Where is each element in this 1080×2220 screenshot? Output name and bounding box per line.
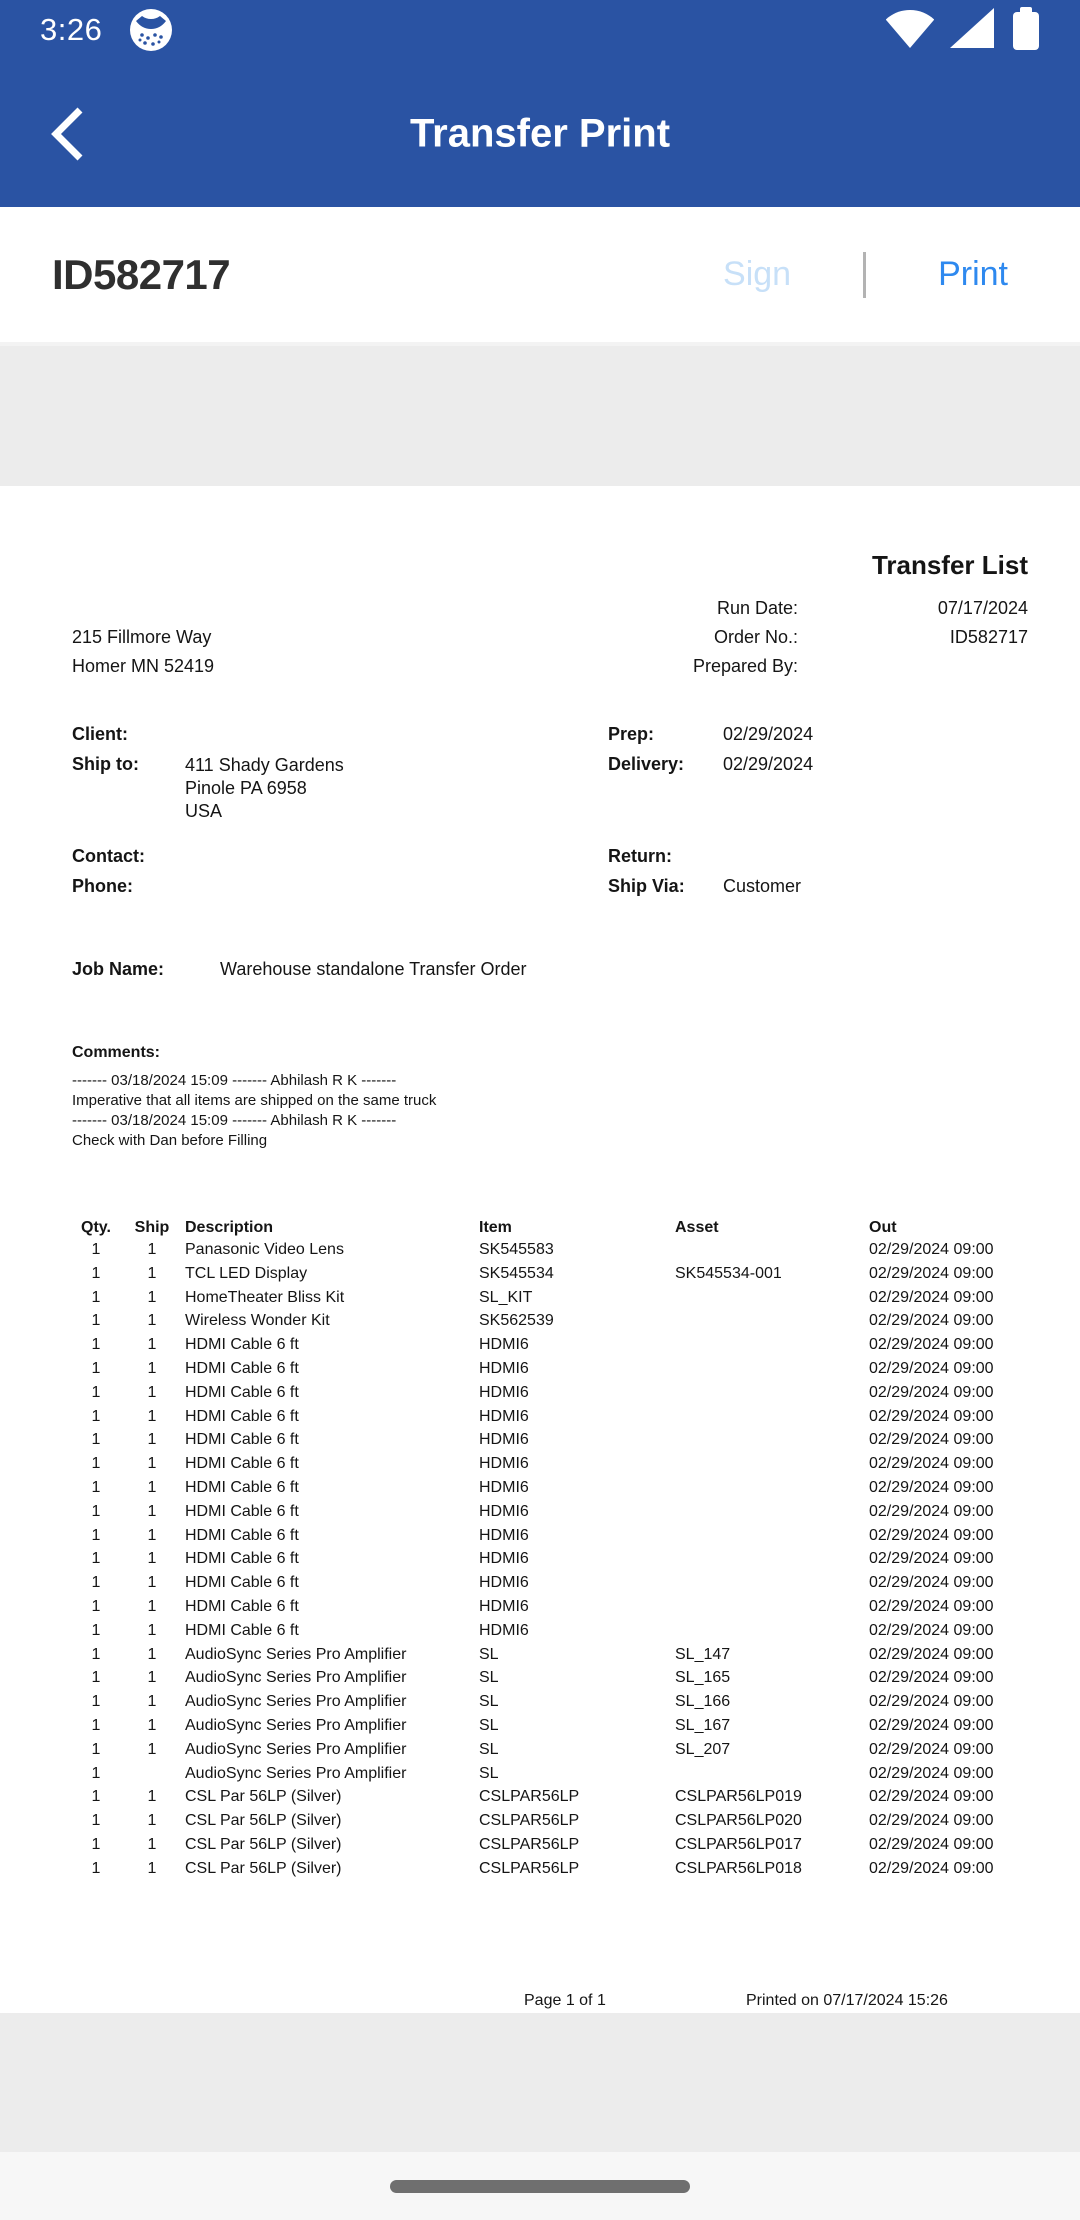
- cell-item: HDMI6: [479, 1359, 529, 1377]
- col-header-asset: Asset: [675, 1219, 719, 1236]
- cell-item: HDMI6: [479, 1597, 529, 1615]
- table-row: [0, 1595, 1080, 1619]
- cell-asset: SK545534-001: [675, 1264, 782, 1282]
- preview-background-top: [0, 342, 1080, 486]
- home-indicator[interactable]: [390, 2180, 690, 2193]
- cell-asset: [675, 1381, 869, 1405]
- table-row: [0, 1619, 1080, 1643]
- cell-out: 02/29/2024 09:00: [869, 1383, 994, 1401]
- cell-asset: [675, 1452, 869, 1476]
- table-row: [0, 1238, 1080, 1262]
- cell-asset: [675, 1547, 869, 1571]
- app-bar: [0, 60, 1080, 207]
- cell-description: CSL Par 56LP (Silver): [185, 1859, 342, 1877]
- cell-out: 02/29/2024 09:00: [869, 1407, 994, 1425]
- table-row: [0, 1286, 1080, 1310]
- col-header-description: Description: [185, 1219, 274, 1236]
- cell-description: CSL Par 56LP (Silver): [185, 1835, 342, 1853]
- company-address: [72, 623, 214, 681]
- document-meta: [693, 594, 1028, 681]
- cell-asset: [675, 1405, 869, 1429]
- cell-out: 02/29/2024 09:00: [869, 1359, 994, 1377]
- client-label: Client:: [72, 724, 128, 744]
- cell-asset: SL_165: [675, 1669, 731, 1687]
- meta-row: [693, 652, 1028, 681]
- cell-item: CSLPAR56LP: [479, 1859, 580, 1877]
- cell-description: Panasonic Video Lens: [185, 1241, 344, 1258]
- document-title: Transfer List: [871, 550, 1028, 580]
- table-row: [0, 1500, 1080, 1524]
- ship-to-line: 411 Shady Gardens: [185, 755, 344, 775]
- notification-app-icon: [128, 7, 174, 53]
- cell-qty: 1: [91, 1669, 101, 1687]
- cell-asset: [675, 1333, 869, 1357]
- table-row: [0, 1452, 1080, 1476]
- cell-description: CSL Par 56LP (Silver): [185, 1812, 342, 1830]
- ship-via-label: Ship Via:: [608, 876, 685, 896]
- cell-ship: 1: [147, 1312, 157, 1330]
- table-row: [0, 1476, 1080, 1500]
- cell-description: HDMI Cable 6 ft: [185, 1478, 299, 1496]
- cell-description: AudioSync Series Pro Amplifier: [185, 1669, 407, 1687]
- cell-ship: [124, 1762, 180, 1786]
- cell-qty: 1: [91, 1359, 101, 1377]
- cell-ship: 1: [147, 1597, 157, 1615]
- page-number: Page 1 of 1: [524, 1992, 606, 2009]
- comment-line: ------- 03/18/2024 15:09 ------- Abhilash R K -------: [72, 1112, 397, 1129]
- comments-text: [72, 1071, 436, 1151]
- cell-qty: 1: [91, 1264, 101, 1282]
- cell-item: CSLPAR56LP: [479, 1788, 580, 1806]
- cell-description: AudioSync Series Pro Amplifier: [185, 1716, 407, 1734]
- cell-out: 02/29/2024 09:00: [869, 1502, 994, 1520]
- cell-ship: 1: [147, 1788, 157, 1806]
- cellular-signal-icon: [950, 8, 996, 53]
- cell-out: 02/29/2024 09:00: [869, 1645, 994, 1663]
- cell-description: HDMI Cable 6 ft: [185, 1383, 299, 1401]
- cell-ship: 1: [147, 1241, 157, 1258]
- cell-description: HDMI Cable 6 ft: [185, 1336, 299, 1354]
- job-name-value: Warehouse standalone Transfer Order: [220, 959, 527, 979]
- status-icons: [886, 5, 1040, 56]
- table-row: [0, 1428, 1080, 1452]
- table-row: [0, 1738, 1080, 1762]
- document-page[interactable]: [0, 486, 1080, 2013]
- col-header-item: Item: [479, 1219, 512, 1236]
- cell-qty: 1: [91, 1645, 101, 1663]
- cell-out: 02/29/2024 09:00: [869, 1241, 994, 1258]
- cell-asset: [675, 1524, 869, 1548]
- cell-item: SK545534: [479, 1264, 554, 1282]
- cell-out: 02/29/2024 09:00: [869, 1597, 994, 1615]
- ship-via-value: Customer: [723, 876, 802, 896]
- table-row: [0, 1571, 1080, 1595]
- cell-qty: 1: [91, 1550, 101, 1568]
- status-time: 3:26: [40, 12, 103, 47]
- cell-ship: 1: [147, 1835, 157, 1853]
- cell-asset: CSLPAR56LP019: [675, 1788, 802, 1806]
- items-table-header: [0, 1216, 1080, 1240]
- cell-out: 02/29/2024 09:00: [869, 1550, 994, 1568]
- cell-asset: [675, 1309, 869, 1333]
- items-table-rows: [0, 1238, 1080, 1881]
- col-header-out: Out: [869, 1219, 897, 1236]
- cell-out: 02/29/2024 09:00: [869, 1574, 994, 1592]
- return-label: Return:: [608, 846, 672, 866]
- gesture-nav-bar: [0, 2152, 1080, 2220]
- table-row: [0, 1833, 1080, 1857]
- cell-ship: 1: [147, 1336, 157, 1354]
- cell-qty: 1: [91, 1621, 101, 1639]
- table-row: [0, 1643, 1080, 1667]
- cell-ship: 1: [147, 1645, 157, 1663]
- prep-label: Prep:: [608, 724, 655, 744]
- cell-asset: [675, 1619, 869, 1643]
- cell-ship: 1: [147, 1859, 157, 1877]
- cell-item: SL_KIT: [479, 1288, 533, 1306]
- cell-ship: 1: [147, 1740, 157, 1758]
- cell-out: 02/29/2024 09:00: [869, 1621, 994, 1639]
- cell-qty: 1: [91, 1740, 101, 1758]
- cell-description: HomeTheater Bliss Kit: [185, 1288, 345, 1306]
- ship-to-label: Ship to:: [72, 754, 139, 774]
- cell-description: HDMI Cable 6 ft: [185, 1431, 299, 1449]
- table-row: [0, 1547, 1080, 1571]
- cell-ship: 1: [147, 1693, 157, 1711]
- delivery-value: 02/29/2024: [723, 754, 814, 774]
- cell-ship: 1: [147, 1288, 157, 1306]
- cell-out: 02/29/2024 09:00: [869, 1764, 994, 1782]
- cell-item: HDMI6: [479, 1478, 529, 1496]
- table-row: [0, 1333, 1080, 1357]
- cell-item: SL: [479, 1669, 499, 1687]
- cell-qty: 1: [91, 1859, 101, 1877]
- cell-qty: 1: [91, 1764, 101, 1782]
- cell-item: HDMI6: [479, 1526, 529, 1544]
- ship-to-line: Pinole PA 6958: [185, 778, 307, 798]
- cell-ship: 1: [147, 1669, 157, 1687]
- cell-item: HDMI6: [479, 1383, 529, 1401]
- table-row: [0, 1690, 1080, 1714]
- cell-out: 02/29/2024 09:00: [869, 1431, 994, 1449]
- ship-to-address: [185, 754, 344, 823]
- table-row: [0, 1714, 1080, 1738]
- comment-line: Imperative that all items are shipped on the same truck: [72, 1092, 437, 1109]
- items-table: [0, 1216, 1080, 1877]
- contact-label: Contact:: [72, 846, 145, 866]
- cell-ship: 1: [147, 1716, 157, 1734]
- cell-asset: SL_166: [675, 1693, 731, 1711]
- address-line: 215 Fillmore Way: [72, 627, 212, 647]
- cell-ship: 1: [147, 1478, 157, 1496]
- meta-value: ID582717: [949, 627, 1028, 647]
- cell-qty: 1: [91, 1336, 101, 1354]
- cell-ship: 1: [147, 1455, 157, 1473]
- cell-item: SL: [479, 1716, 499, 1734]
- cell-qty: 1: [91, 1455, 101, 1473]
- cell-out: 02/29/2024 09:00: [869, 1312, 994, 1330]
- battery-icon: [1012, 5, 1040, 56]
- cell-ship: 1: [147, 1550, 157, 1568]
- cell-asset: CSLPAR56LP020: [675, 1812, 802, 1830]
- cell-description: AudioSync Series Pro Amplifier: [185, 1645, 407, 1663]
- cell-item: SL: [479, 1645, 499, 1663]
- col-header-qty: Qty.: [81, 1219, 111, 1236]
- cell-ship: 1: [147, 1431, 157, 1449]
- cell-item: SK545583: [479, 1241, 554, 1258]
- table-row: [0, 1762, 1080, 1786]
- table-row: [0, 1357, 1080, 1381]
- cell-qty: 1: [91, 1812, 101, 1830]
- cell-qty: 1: [91, 1312, 101, 1330]
- cell-description: HDMI Cable 6 ft: [185, 1502, 299, 1520]
- status-bar: [0, 0, 1080, 60]
- cell-out: 02/29/2024 09:00: [869, 1859, 994, 1877]
- cell-qty: 1: [91, 1431, 101, 1449]
- table-row: [0, 1405, 1080, 1429]
- ship-to-line: USA: [185, 801, 223, 821]
- cell-ship: 1: [147, 1407, 157, 1425]
- cell-asset: CSLPAR56LP018: [675, 1859, 802, 1877]
- cell-asset: [675, 1428, 869, 1452]
- cell-out: 02/29/2024 09:00: [869, 1478, 994, 1496]
- cell-asset: [675, 1762, 869, 1786]
- cell-qty: 1: [91, 1693, 101, 1711]
- print-button[interactable]: Print: [938, 255, 1008, 293]
- preview-background-bottom: [0, 2013, 1080, 2152]
- cell-out: 02/29/2024 09:00: [869, 1812, 994, 1830]
- cell-asset: [675, 1238, 869, 1262]
- cell-item: HDMI6: [479, 1407, 529, 1425]
- cell-description: HDMI Cable 6 ft: [185, 1574, 299, 1592]
- table-row: [0, 1809, 1080, 1833]
- cell-ship: 1: [147, 1574, 157, 1592]
- cell-out: 02/29/2024 09:00: [869, 1788, 994, 1806]
- table-row: [0, 1666, 1080, 1690]
- cell-ship: 1: [147, 1383, 157, 1401]
- cell-out: 02/29/2024 09:00: [869, 1264, 994, 1282]
- cell-asset: [675, 1595, 869, 1619]
- cell-description: CSL Par 56LP (Silver): [185, 1788, 342, 1806]
- comment-line: ------- 03/18/2024 15:09 ------- Abhilash R K -------: [72, 1072, 397, 1089]
- cell-ship: 1: [147, 1502, 157, 1520]
- cell-description: TCL LED Display: [185, 1264, 308, 1282]
- cell-out: 02/29/2024 09:00: [869, 1716, 994, 1734]
- table-row: [0, 1381, 1080, 1405]
- cell-item: HDMI6: [479, 1550, 529, 1568]
- cell-asset: [675, 1286, 869, 1310]
- cell-description: HDMI Cable 6 ft: [185, 1550, 299, 1568]
- meta-value: 07/17/2024: [937, 598, 1028, 618]
- cell-out: 02/29/2024 09:00: [869, 1835, 994, 1853]
- cell-out: 02/29/2024 09:00: [869, 1288, 994, 1306]
- cell-item: HDMI6: [479, 1621, 529, 1639]
- action-divider: [863, 252, 866, 298]
- cell-item: CSLPAR56LP: [479, 1812, 580, 1830]
- cell-asset: [675, 1500, 869, 1524]
- meta-label: Order No.:: [713, 627, 798, 647]
- cell-asset: CSLPAR56LP017: [675, 1835, 802, 1853]
- cell-out: 02/29/2024 09:00: [869, 1526, 994, 1544]
- col-header-ship: Ship: [134, 1219, 170, 1236]
- cell-qty: 1: [91, 1574, 101, 1592]
- order-id: ID582717: [52, 250, 231, 298]
- action-bar: [0, 207, 1080, 342]
- address-line: Homer MN 52419: [72, 656, 215, 676]
- cell-item: HDMI6: [479, 1336, 529, 1354]
- comments-label: Comments:: [72, 1044, 161, 1061]
- meta-row: [693, 594, 1028, 623]
- cell-asset: [675, 1476, 869, 1500]
- cell-out: 02/29/2024 09:00: [869, 1336, 994, 1354]
- cell-ship: 1: [147, 1812, 157, 1830]
- cell-item: SL: [479, 1764, 499, 1782]
- phone-label: Phone:: [72, 876, 133, 896]
- cell-asset: [675, 1571, 869, 1595]
- table-row: [0, 1785, 1080, 1809]
- cell-ship: 1: [147, 1526, 157, 1544]
- cell-item: HDMI6: [479, 1574, 529, 1592]
- table-row: [0, 1262, 1080, 1286]
- cell-out: 02/29/2024 09:00: [869, 1740, 994, 1758]
- cell-asset: SL_207: [675, 1740, 731, 1758]
- printed-timestamp: Printed on 07/17/2024 15:26: [746, 1992, 948, 2009]
- cell-description: HDMI Cable 6 ft: [185, 1526, 299, 1544]
- cell-description: AudioSync Series Pro Amplifier: [185, 1764, 407, 1782]
- cell-asset: SL_167: [675, 1716, 731, 1734]
- meta-label: Prepared By:: [692, 656, 798, 676]
- table-row: [0, 1309, 1080, 1333]
- cell-qty: 1: [91, 1478, 101, 1496]
- cell-description: Wireless Wonder Kit: [185, 1312, 330, 1330]
- cell-description: AudioSync Series Pro Amplifier: [185, 1740, 407, 1758]
- cell-qty: 1: [91, 1788, 101, 1806]
- cell-qty: 1: [91, 1716, 101, 1734]
- table-row: [0, 1524, 1080, 1548]
- wifi-icon: [886, 8, 934, 53]
- cell-item: HDMI6: [479, 1431, 529, 1449]
- cell-description: HDMI Cable 6 ft: [185, 1597, 299, 1615]
- cell-item: SK562539: [479, 1312, 554, 1330]
- cell-ship: 1: [147, 1621, 157, 1639]
- cell-out: 02/29/2024 09:00: [869, 1669, 994, 1687]
- cell-description: HDMI Cable 6 ft: [185, 1407, 299, 1425]
- cell-qty: 1: [91, 1526, 101, 1544]
- cell-qty: 1: [91, 1835, 101, 1853]
- cell-asset: [675, 1357, 869, 1381]
- cell-qty: 1: [91, 1241, 101, 1258]
- cell-item: SL: [479, 1740, 499, 1758]
- cell-out: 02/29/2024 09:00: [869, 1693, 994, 1711]
- page-title: Transfer Print: [409, 111, 671, 155]
- cell-description: HDMI Cable 6 ft: [185, 1455, 299, 1473]
- cell-qty: 1: [91, 1597, 101, 1615]
- prep-value: 02/29/2024: [723, 724, 814, 744]
- cell-item: SL: [479, 1693, 499, 1711]
- sign-button[interactable]: Sign: [723, 255, 792, 293]
- job-name-label: Job Name:: [72, 959, 165, 979]
- cell-description: AudioSync Series Pro Amplifier: [185, 1693, 407, 1711]
- comment-line: Check with Dan before Filling: [72, 1132, 268, 1149]
- cell-ship: 1: [147, 1264, 157, 1282]
- delivery-label: Delivery:: [608, 754, 685, 774]
- cell-description: HDMI Cable 6 ft: [185, 1359, 299, 1377]
- cell-asset: SL_147: [675, 1645, 731, 1663]
- table-row: [0, 1857, 1080, 1881]
- cell-item: CSLPAR56LP: [479, 1835, 580, 1853]
- cell-ship: 1: [147, 1359, 157, 1377]
- meta-row: [693, 623, 1028, 652]
- cell-qty: 1: [91, 1383, 101, 1401]
- cell-qty: 1: [91, 1502, 101, 1520]
- cell-description: HDMI Cable 6 ft: [185, 1621, 299, 1639]
- meta-label: Run Date:: [716, 598, 798, 618]
- cell-qty: 1: [91, 1407, 101, 1425]
- cell-qty: 1: [91, 1288, 101, 1306]
- cell-out: 02/29/2024 09:00: [869, 1455, 994, 1473]
- cell-item: HDMI6: [479, 1455, 529, 1473]
- cell-item: HDMI6: [479, 1502, 529, 1520]
